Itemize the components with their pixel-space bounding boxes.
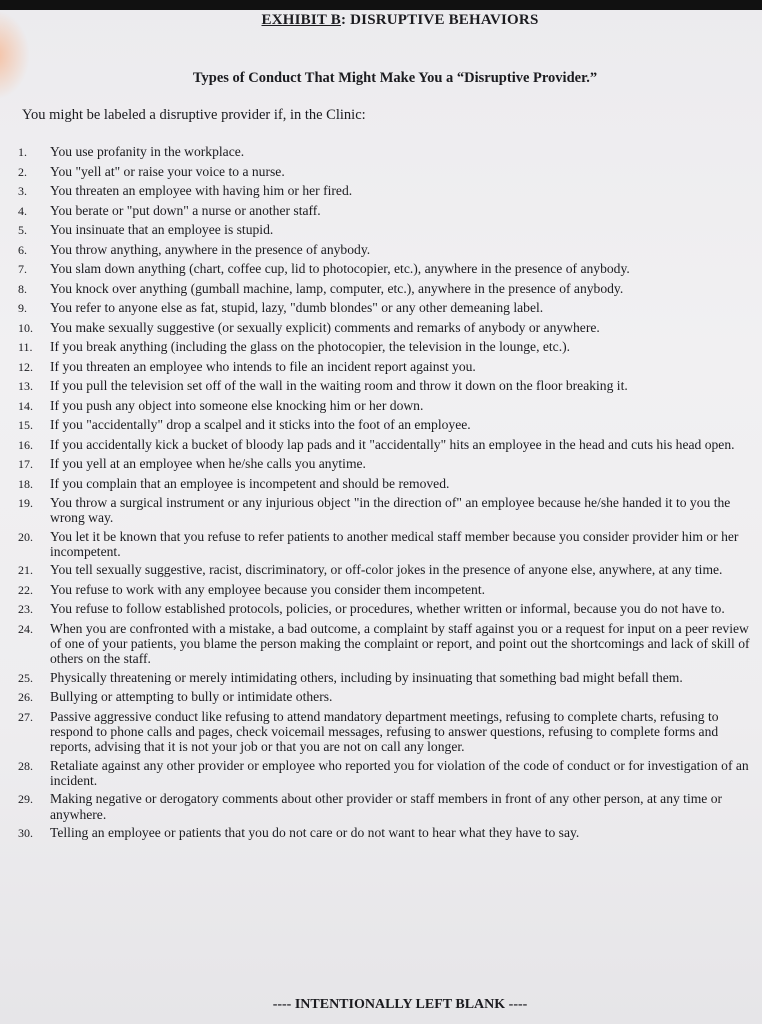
list-item xyxy=(18,476,762,492)
list-item-text: If you yell at an employee when he/she calls you anytime. xyxy=(50,456,366,471)
list-item-text: You refuse to work with any employee because you consider them incompetent. xyxy=(50,581,486,597)
list-item-number: 22. xyxy=(18,582,33,597)
list-item-number: 8. xyxy=(18,281,27,296)
list-item-text: If you complain that an employee is incompetent and should be removed. xyxy=(50,475,450,491)
list-item-text: You knock over anything (gumball machine, lamp, computer, etc.), anywhere in the presence of anybody. xyxy=(50,280,624,296)
list-item xyxy=(18,378,762,394)
behavior-list xyxy=(18,144,762,845)
list-item-text: If you pull the television set off of the wall in the waiting room and throw it down on the floor breaking it. xyxy=(50,378,628,393)
list-item-number: 7. xyxy=(18,262,27,276)
list-item-text: You threaten an employee with having him or her fired. xyxy=(50,183,353,198)
list-item-text: When you are confronted with a mistake, a bad outcome, a complaint by staff against you or a request for input on a peer review of one of your patients, you blame the person making the complaint or report, and point out the shortcomings and lack of skill of others on the staff. xyxy=(50,620,750,667)
list-item-number: 28. xyxy=(18,758,33,773)
list-item-number: 1. xyxy=(18,145,27,159)
list-item-number: 30. xyxy=(18,826,33,841)
list-item-text: If you "accidentally" drop a scalpel and it sticks into the foot of an employee. xyxy=(50,417,471,432)
list-item-number: 15. xyxy=(18,418,33,432)
list-item-number: 4. xyxy=(18,203,27,218)
list-item-number: 24. xyxy=(18,621,33,636)
list-item-text: Passive aggressive conduct like refusing to attend mandatory department meetings, refusing to complete charts, refusing to respond to phone calls and pages, check voicemail messages, refusing to answer questions, refusing to complete forms and reports, advising that it is not your job or that you are not on call any longer. xyxy=(50,708,719,755)
list-item-number: 16. xyxy=(18,437,33,452)
list-item xyxy=(18,339,762,355)
top-edge-strip xyxy=(0,0,762,10)
list-item xyxy=(18,320,762,336)
list-item-text: You tell sexually suggestive, racist, discriminatory, or off-color jokes in the presence of anyone else, anywhere, at any time. xyxy=(50,562,723,578)
list-item-number: 6. xyxy=(18,242,27,257)
list-item xyxy=(18,582,762,598)
list-item-number: 10. xyxy=(18,320,33,335)
list-item-number: 29. xyxy=(18,792,33,807)
list-item-number: 26. xyxy=(18,690,33,705)
list-item xyxy=(18,183,762,199)
list-item-number: 18. xyxy=(18,476,33,491)
list-item-text: You berate or "put down" a nurse or another staff. xyxy=(50,202,321,218)
list-item-text: Physically threatening or merely intimidating others, including by insinuating that something bad might befall them. xyxy=(50,669,683,685)
list-item-number: 21. xyxy=(18,563,33,578)
list-item xyxy=(18,437,762,453)
list-item-number: 17. xyxy=(18,457,33,471)
list-item xyxy=(18,398,762,414)
list-item-text: Making negative or derogatory comments about other provider or staff members in front of any other person, at any time or anywhere. xyxy=(50,791,723,822)
list-item-text: If you accidentally kick a bucket of bloody lap pads and it "accidentally" hits an employee in the head and cuts his head open. xyxy=(50,436,735,452)
list-item-text: You "yell at" or raise your voice to a nurse. xyxy=(50,163,285,179)
list-item-text: You let it be known that you refuse to refer patients to another medical staff member because you consider provider him or her incompetent. xyxy=(50,528,739,559)
list-item-number: 13. xyxy=(18,379,33,393)
list-item xyxy=(18,164,762,180)
list-item-text: If you push any object into someone else knocking him or her down. xyxy=(50,397,424,413)
list-item-text: You use profanity in the workplace. xyxy=(50,144,245,159)
exhibit-title xyxy=(0,12,762,29)
list-item-number: 23. xyxy=(18,602,33,617)
list-item-text: You slam down anything (chart, coffee cup, lid to photocopier, etc.), anywhere in the presence of anybody. xyxy=(50,261,630,276)
intro-sentence: You might be labeled a disruptive provider if, in the Clinic: xyxy=(22,107,366,123)
list-item-text: Telling an employee or patients that you do not care or do not want to hear what they have to say. xyxy=(50,825,580,841)
list-item-number: 9. xyxy=(18,301,27,315)
list-item-text: You refer to anyone else as fat, stupid, lazy, "dumb blondes" or any other demeaning label. xyxy=(50,300,544,315)
list-item xyxy=(18,670,762,686)
list-item-number: 20. xyxy=(18,529,33,544)
list-item-text: Bullying or attempting to bully or intimidate others. xyxy=(50,689,333,705)
list-item xyxy=(18,359,762,375)
list-item-number: 5. xyxy=(18,223,27,237)
list-item xyxy=(18,495,762,525)
list-item xyxy=(18,417,762,433)
list-item xyxy=(18,242,762,258)
list-item-text: You throw a surgical instrument or any injurious object "in the direction of" an employee because he/she handed it to you the wrong way. xyxy=(50,495,731,526)
list-item-text: You make sexually suggestive (or sexually explicit) comments and remarks of anybody or anywhere. xyxy=(50,319,600,335)
list-item xyxy=(18,562,762,578)
list-item xyxy=(18,203,762,219)
intentionally-left-blank-note: ---- INTENTIONALLY LEFT BLANK ---- xyxy=(272,997,528,1012)
list-item-number: 19. xyxy=(18,496,33,510)
exhibit-heading: : DISRUPTIVE BEHAVIORS xyxy=(340,12,539,28)
document-subtitle: Types of Conduct That Might Make You a “Disruptive Provider.” xyxy=(192,70,598,86)
list-item xyxy=(18,261,762,277)
list-item xyxy=(18,144,762,160)
list-item xyxy=(18,456,762,472)
list-item xyxy=(18,222,762,238)
list-item xyxy=(18,529,762,559)
list-item-number: 27. xyxy=(18,709,33,724)
list-item-text: You insinuate that an employee is stupid. xyxy=(50,222,274,237)
list-item xyxy=(18,709,762,755)
list-item xyxy=(18,300,762,316)
list-item xyxy=(18,825,762,841)
list-item xyxy=(18,791,762,821)
list-item xyxy=(18,281,762,297)
list-item-number: 2. xyxy=(18,164,27,179)
list-item-text: If you threaten an employee who intends to file an incident report against you. xyxy=(50,358,476,374)
list-item xyxy=(18,601,762,617)
list-item-number: 12. xyxy=(18,359,33,374)
list-item-number: 14. xyxy=(18,398,33,413)
list-item-number: 25. xyxy=(18,670,33,685)
list-item xyxy=(18,621,762,667)
list-item xyxy=(18,758,762,788)
list-item xyxy=(18,689,762,705)
exhibit-label: EXHIBIT B xyxy=(261,12,341,28)
list-item-number: 11. xyxy=(18,340,33,354)
list-item-text: Retaliate against any other provider or employee who reported you for violation of the code of conduct or for investigation of an incident. xyxy=(50,757,749,788)
list-item-text: You throw anything, anywhere in the presence of anybody. xyxy=(50,241,371,257)
list-item-text: If you break anything (including the glass on the photocopier, the television in the lounge, etc.). xyxy=(50,339,571,354)
list-item-text: You refuse to follow established protocols, policies, or procedures, whether written or informal, because you do not have to. xyxy=(50,601,725,617)
list-item-number: 3. xyxy=(18,184,27,198)
